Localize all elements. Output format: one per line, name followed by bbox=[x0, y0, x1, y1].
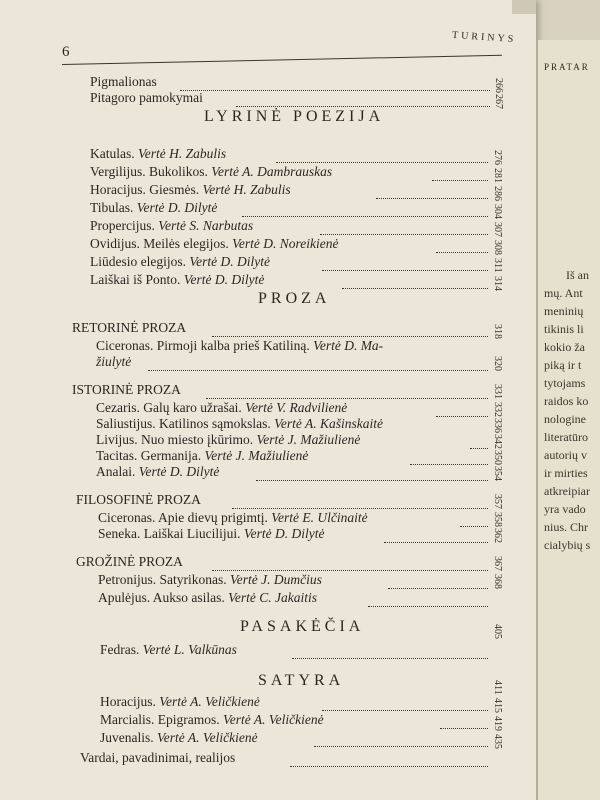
page-ref: 367 bbox=[492, 556, 503, 571]
right-text-line: kokio ža bbox=[544, 340, 585, 354]
toc-entry: Ovidijus. Meilės elegijos. Vertė D. Noreikienė bbox=[90, 236, 339, 251]
right-text-line: tikinis li bbox=[544, 322, 584, 336]
subsection-istorine: ISTORINĖ PROZA bbox=[72, 382, 181, 397]
page-ref: 362 bbox=[492, 528, 503, 543]
page-ref: 308 bbox=[492, 240, 503, 255]
toc-entry: Vergilijus. Bukolikos. Vertė A. Dambrauskas bbox=[90, 164, 333, 179]
right-text-line: literatūro bbox=[544, 430, 588, 444]
right-text-line: meninių bbox=[544, 304, 584, 318]
subsection-retorine: RETORINĖ PROZA bbox=[72, 320, 187, 335]
page-number: 6 bbox=[62, 44, 70, 60]
right-running-title: PRATAR bbox=[544, 62, 590, 72]
right-page bbox=[536, 40, 600, 800]
toc-entry: Horacijus. Giesmės. Vertė H. Zabulis bbox=[90, 182, 291, 197]
toc-entry-pigmalionas: Pigmalionas bbox=[90, 74, 157, 89]
toc-entry: Horacijus. Vertė A. Veličkienė bbox=[100, 694, 260, 709]
toc-entry: Ciceronas. Apie dievų prigimtį. Vertė E. Ulčinaitė bbox=[98, 510, 368, 525]
right-text-line: autorių v bbox=[544, 448, 587, 462]
right-text-line: piką ir t bbox=[544, 358, 582, 372]
page-ref: 411 bbox=[492, 680, 503, 695]
page-ref: 318 bbox=[492, 324, 503, 339]
right-text-line: nius. Chr bbox=[544, 520, 589, 534]
page-ref: 336 bbox=[492, 418, 503, 433]
subsection-filosofine: FILOSOFINĖ PROZA bbox=[76, 492, 201, 507]
toc-entry: Liūdesio elegijos. Vertė D. Dilytė bbox=[90, 254, 270, 269]
page-ref: 331 bbox=[492, 384, 503, 399]
page-ref: 415 bbox=[492, 698, 503, 713]
page-ref: 358 bbox=[492, 512, 503, 527]
page-ref: 304 bbox=[492, 204, 503, 219]
toc-entry-continuation: žiulytė bbox=[96, 354, 132, 369]
section-title-proza: PROZA bbox=[258, 290, 331, 307]
page-corner-shadow bbox=[512, 0, 536, 14]
page-ref: 405 bbox=[492, 624, 503, 639]
toc-entry: Seneka. Laiškai Liucilijui. Vertė D. Dilytė bbox=[98, 526, 325, 541]
toc-entry: Ciceronas. Pirmoji kalba prieš Katiliną. Vertė D. Ma- bbox=[96, 338, 384, 353]
toc-entry: Analai. Vertė D. Dilytė bbox=[96, 464, 220, 479]
toc-entry-pitagoro: Pitagoro pamokymai bbox=[90, 90, 203, 105]
page-ref: 354 bbox=[492, 466, 503, 481]
toc-entry: Cezaris. Galų karo užrašai. Vertė V. Radvilienė bbox=[96, 400, 348, 415]
running-title: TURINYS bbox=[451, 29, 517, 46]
page-ref: 350 bbox=[492, 450, 503, 465]
page-ref: 276 bbox=[492, 150, 503, 165]
right-text-line: Iš an bbox=[566, 268, 589, 282]
right-text-line: tytojams bbox=[544, 376, 586, 390]
page-ref: 368 bbox=[492, 574, 503, 589]
page-ref: 286 bbox=[492, 186, 503, 201]
toc-entry: Katulas. Vertė H. Zabulis bbox=[90, 146, 227, 161]
toc-entry: Livijus. Nuo miesto įkūrimo. Vertė J. Mažiulienė bbox=[96, 432, 361, 447]
page-ref: 332 bbox=[492, 402, 503, 417]
toc-entry: Tacitas. Germanija. Vertė J. Mažiulienė bbox=[96, 448, 309, 463]
page-ref: 435 bbox=[492, 734, 503, 749]
page-ref: 311 bbox=[492, 258, 503, 273]
toc-entry: Juvenalis. Vertė A. Veličkienė bbox=[100, 730, 258, 745]
toc-entry: Fedras. Vertė L. Valkūnas bbox=[100, 642, 237, 657]
right-text-line: atkreipiar bbox=[544, 484, 590, 498]
right-text-line: ir mirties bbox=[544, 466, 588, 480]
toc-entry-vardai: Vardai, pavadinimai, realijos bbox=[80, 750, 236, 765]
page-ref: 267 bbox=[493, 94, 504, 109]
toc-entry: Laiškai iš Ponto. Vertė D. Dilytė bbox=[90, 272, 265, 287]
right-text-line: yra vado bbox=[544, 502, 586, 516]
page-ref: 307 bbox=[492, 222, 503, 237]
subsection-grozine: GROŽINĖ PROZA bbox=[76, 554, 183, 569]
page-ref: 320 bbox=[492, 356, 503, 371]
right-text-line: cialybių s bbox=[544, 538, 591, 552]
toc-entry: Petronijus. Satyrikonas. Vertė J. Dumčius bbox=[98, 572, 322, 587]
right-text-line: mų. Ant bbox=[544, 286, 583, 300]
page-ref: 314 bbox=[492, 276, 503, 291]
page-ref: 419 bbox=[492, 716, 503, 731]
page-ref: 266 bbox=[493, 78, 504, 93]
header-rule bbox=[62, 55, 502, 65]
page-ref: 357 bbox=[492, 494, 503, 509]
section-title-lyrine: LYRINĖ POEZIJA bbox=[204, 108, 385, 125]
section-title-pasakecia: PASAKĖČIA bbox=[240, 618, 365, 635]
toc-entry: Saliustijus. Katilinos sąmokslas. Vertė A. Kašinskaitė bbox=[96, 416, 384, 431]
right-text-line: nologine bbox=[544, 412, 586, 426]
page-ref: 342 bbox=[492, 434, 503, 449]
toc-entry: Tibulas. Vertė D. Dilytė bbox=[90, 200, 218, 215]
section-title-satyra: SATYRA bbox=[258, 672, 345, 689]
right-text-line: raidos ko bbox=[544, 394, 589, 408]
toc-entry: Marcialis. Epigramos. Vertė A. Veličkienė bbox=[100, 712, 324, 727]
toc-entry: Apulėjus. Aukso asilas. Vertė C. Jakaitis bbox=[98, 590, 317, 605]
page-ref: 281 bbox=[492, 168, 503, 183]
toc-entry: Propercijus. Vertė S. Narbutas bbox=[90, 218, 254, 233]
